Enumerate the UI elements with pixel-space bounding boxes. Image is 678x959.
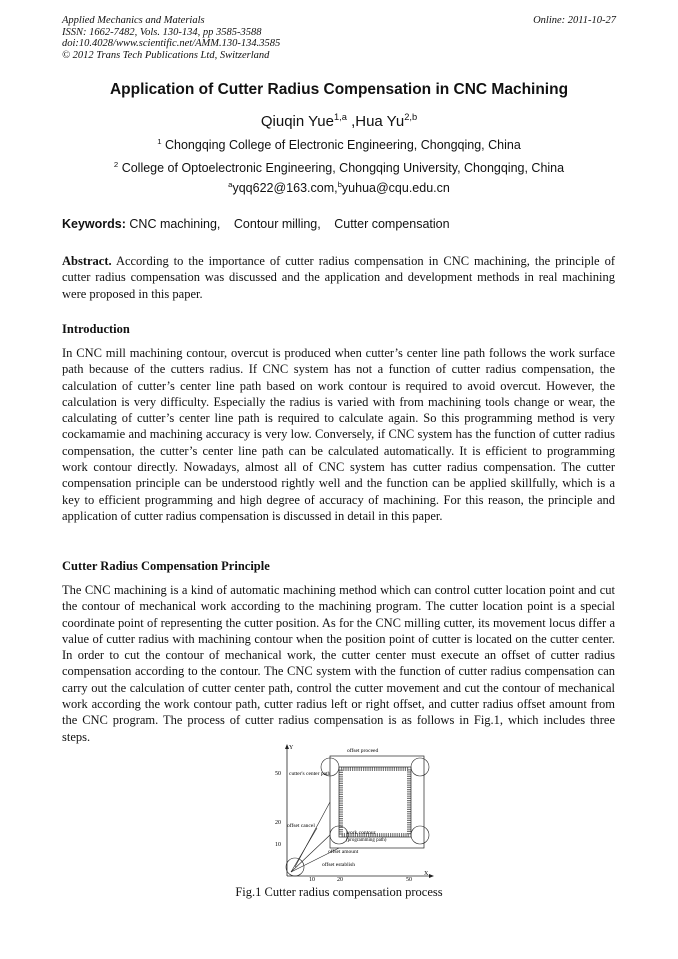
y-tick-20: 20	[275, 820, 281, 826]
keywords-label: Keywords:	[62, 217, 126, 231]
offset-line	[295, 802, 330, 867]
abstract-label: Abstract.	[62, 254, 112, 268]
section-heading-principle: Cutter Radius Compensation Principle	[62, 559, 270, 573]
author-2-sup: 2,b	[404, 112, 418, 122]
online-date: Online: 2011-10-27	[533, 15, 616, 26]
label-cutter-center-path: cutter's center path	[289, 771, 331, 777]
journal-name: Applied Mechanics and Materials	[62, 15, 205, 26]
label-offset-establish: offset establish	[322, 862, 356, 868]
label-offset-amount: offset amount	[328, 849, 359, 855]
section-heading-introduction: Introduction	[62, 322, 130, 336]
paper-title: Application of Cutter Radius Compensation in CNC Machining	[109, 81, 569, 98]
x-tick-20: 20	[337, 877, 343, 882]
doi-line: doi:10.4028/www.scientific.net/AMM.130-134.3585	[62, 38, 281, 50]
figure-1-caption: Fig.1 Cutter radius compensation process	[235, 885, 443, 899]
email-line	[0, 181, 678, 195]
y-axis-label: Y	[289, 745, 294, 751]
affiliation-2-sup: 2	[113, 159, 119, 169]
author-2-name: ,Hua Yu	[351, 113, 405, 130]
affiliation-2	[0, 161, 678, 175]
x-tick-50: 50	[406, 877, 412, 882]
x-axis-arrow	[429, 874, 434, 878]
label-offset-cancel: offset cancel	[287, 823, 315, 829]
affiliation-1-text: Chongqing College of Electronic Engineering, Chongqing, China	[165, 138, 521, 152]
affiliation-1	[0, 138, 678, 152]
work-contour-outline	[339, 767, 411, 837]
introduction-paragraph: In CNC mill machining contour, overcut is produced when cutter’s center line path follows the work surface path because of the cutters radius. If CNC system has not a function of cutter radius compensation, the calculation of cutter’s center line path based on work contour is required to avoid overcut. However, the calculation is very difficulty. Especially the radius is varied with from machining tools change or wear, the calculating of cutter’s center line path is required to calculate again. So this programming method is very cockamamie and machining accuracy is very low. Conversely, if CNC system has the function of cutter radius compensation, the cutter’s center line path can be calculated automatically. It is efficient to programming work contour directly. Nowadays, almost all of CNC system has cutter radius compensation. The cutter compensation principle can be understood rightly well and the function can be applied skillfully, which is a key to efficient programming and high degree of accuracy of machining. For this reason, the principle and application of cutter radius compensation is discussed in detail in this paper.	[62, 346, 615, 523]
email-2: yuhua@cqu.edu.cn	[341, 181, 450, 195]
cutter-circle	[411, 826, 429, 844]
label-work-contour: work contour	[346, 830, 376, 836]
journal-header	[62, 15, 280, 61]
work-contour-square	[341, 769, 409, 835]
copyright-line: © 2012 Trans Tech Publications Ltd, Switzerland	[62, 49, 270, 61]
affiliation-1-sup: 1	[157, 136, 162, 146]
y-tick-50: 50	[275, 771, 281, 777]
email-1-sup: a	[228, 179, 233, 189]
cutter-circle	[411, 758, 429, 776]
abstract	[62, 253, 615, 302]
keywords	[62, 217, 460, 231]
label-programming-path: (programming path)	[346, 838, 387, 843]
keyword-1: CNC machining,	[129, 217, 221, 231]
author-line	[0, 113, 678, 130]
keyword-3: Cutter compensation	[334, 217, 450, 231]
y-tick-10: 10	[275, 842, 281, 848]
label-offset-proceed: offset proceed	[347, 748, 379, 754]
email-2-sup: b	[337, 179, 342, 189]
author-1-sup: 1,a	[333, 112, 347, 122]
keyword-2: Contour milling,	[233, 217, 321, 231]
author-1-name: Qiuqin Yue	[260, 113, 334, 130]
x-axis-label: X	[424, 871, 429, 877]
principle-paragraph: The CNC machining is a kind of automatic machining method which can control cutter location point and cut the contour of mechanical work according to the machining program. The cutter location point is a special coordinate point of representing the cutter position. As for the CNC milling cutter, its movement locus differ a value of cutter radius with machining contour when the position point of cutter is located on the cutter center. In order to cut the contour of mechanical work, the cutter center must execute an offset of cutter radius compensation according to the contour. The CNC system with the function of cutter radius compensation can carry out the calculation of cutter center path, control the cutter movement and cut the contour of mechanical work according the work contour path, cutter radius left or right offset, and cutter radius offset amount from the CNC program. The process of cutter radius compensation is as follows in Fig.1, which includes three steps.	[62, 583, 615, 744]
issn-line: ISSN: 1662-7482, Vols. 130-134, pp 3585-3588	[62, 26, 262, 38]
abstract-text: According to the importance of cutter radius compensation in CNC machining, the principle of cutter radius compensation was discussed and the application and development methods in real machining were proposed in this paper.	[62, 254, 615, 301]
affiliation-2-text: College of Optoelectronic Engineering, Chongqing University, Chongqing, China	[121, 161, 565, 175]
figure-1-diagram	[275, 742, 435, 882]
email-1: yqq622@163.com,	[232, 181, 338, 195]
x-tick-10: 10	[309, 877, 315, 882]
